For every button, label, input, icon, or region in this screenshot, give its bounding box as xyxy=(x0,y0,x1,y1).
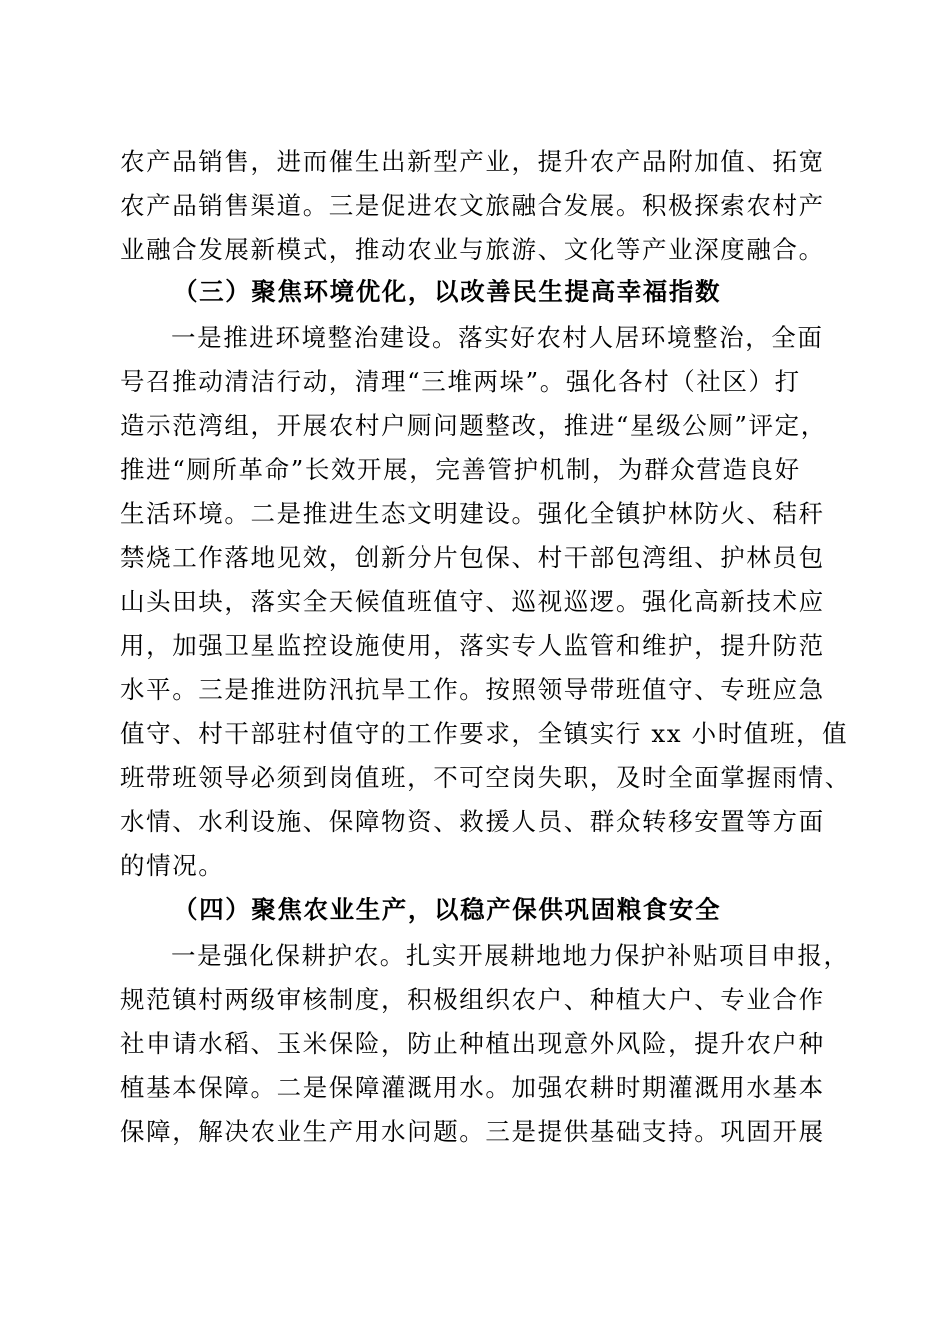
text-line: 的情况。 xyxy=(120,851,225,880)
text-line: 值守、村干部驻村值守的工作要求，全镇实行 xx 小时值班，值 xyxy=(120,719,849,748)
text-line: 造示范湾组，开展农村户厕问题整改，推进“星级公厕”评定， xyxy=(120,411,827,440)
text-line: 一是推进环境整治建设。落实好农村人居环境整治，全面 xyxy=(171,323,824,352)
text-line: 水情、水利设施、保障物资、救援人员、群众转移安置等方面 xyxy=(120,807,825,836)
text-line: 保障，解决农业生产用水问题。三是提供基础支持。巩固开展 xyxy=(120,1117,825,1146)
text-line: 禁烧工作落地见效，创新分片包保、村干部包湾组、护林员包 xyxy=(120,543,825,572)
text-line: 山头田块，落实全天候值班值守、巡视巡逻。强化高新技术应 xyxy=(120,587,825,616)
text-line: 水平。三是推进防汛抗旱工作。按照领导带班值守、专班应急 xyxy=(120,675,825,704)
text-line: 植基本保障。二是保障灌溉用水。加强农耕时期灌溉用水基本 xyxy=(120,1073,825,1102)
text-line: 号召推动清洁行动，清理“三堆两垛”。强化各村（社区）打 xyxy=(120,367,801,396)
text-line: 一是强化保耕护农。扎实开展耕地地力保护补贴项目申报， xyxy=(171,941,850,970)
text-line: 推进“厕所革命”长效开展，完善管护机制，为群众营造良好 xyxy=(120,455,801,484)
text-line: 用，加强卫星监控设施使用，落实专人监管和维护，提升防范 xyxy=(120,631,825,660)
text-line: 业融合发展新模式，推动农业与旅游、文化等产业深度融合。 xyxy=(120,235,825,264)
text-line: 生活环境。二是推进生态文明建设。强化全镇护林防火、秸秆 xyxy=(120,499,825,528)
text-line: 规范镇村两级审核制度，积极组织农户、种植大户、专业合作 xyxy=(120,985,825,1014)
text-line: 社申请水稻、玉米保险，防止种植出现意外风险，提升农户种 xyxy=(120,1029,825,1058)
heading-text: （四）聚焦农业生产，以稳产保供巩固粮食安全 xyxy=(173,895,722,924)
text-line: 农产品销售，进而催生出新型产业，提升农产品附加值、拓宽 xyxy=(120,147,825,176)
heading-text: （三）聚焦环境优化，以改善民生提高幸福指数 xyxy=(173,277,722,306)
text-line: 农产品销售渠道。三是促进农文旅融合发展。积极探索农村产 xyxy=(120,191,825,220)
text-line: 班带班领导必须到岗值班，不可空岗失职，及时全面掌握雨情、 xyxy=(120,763,851,792)
